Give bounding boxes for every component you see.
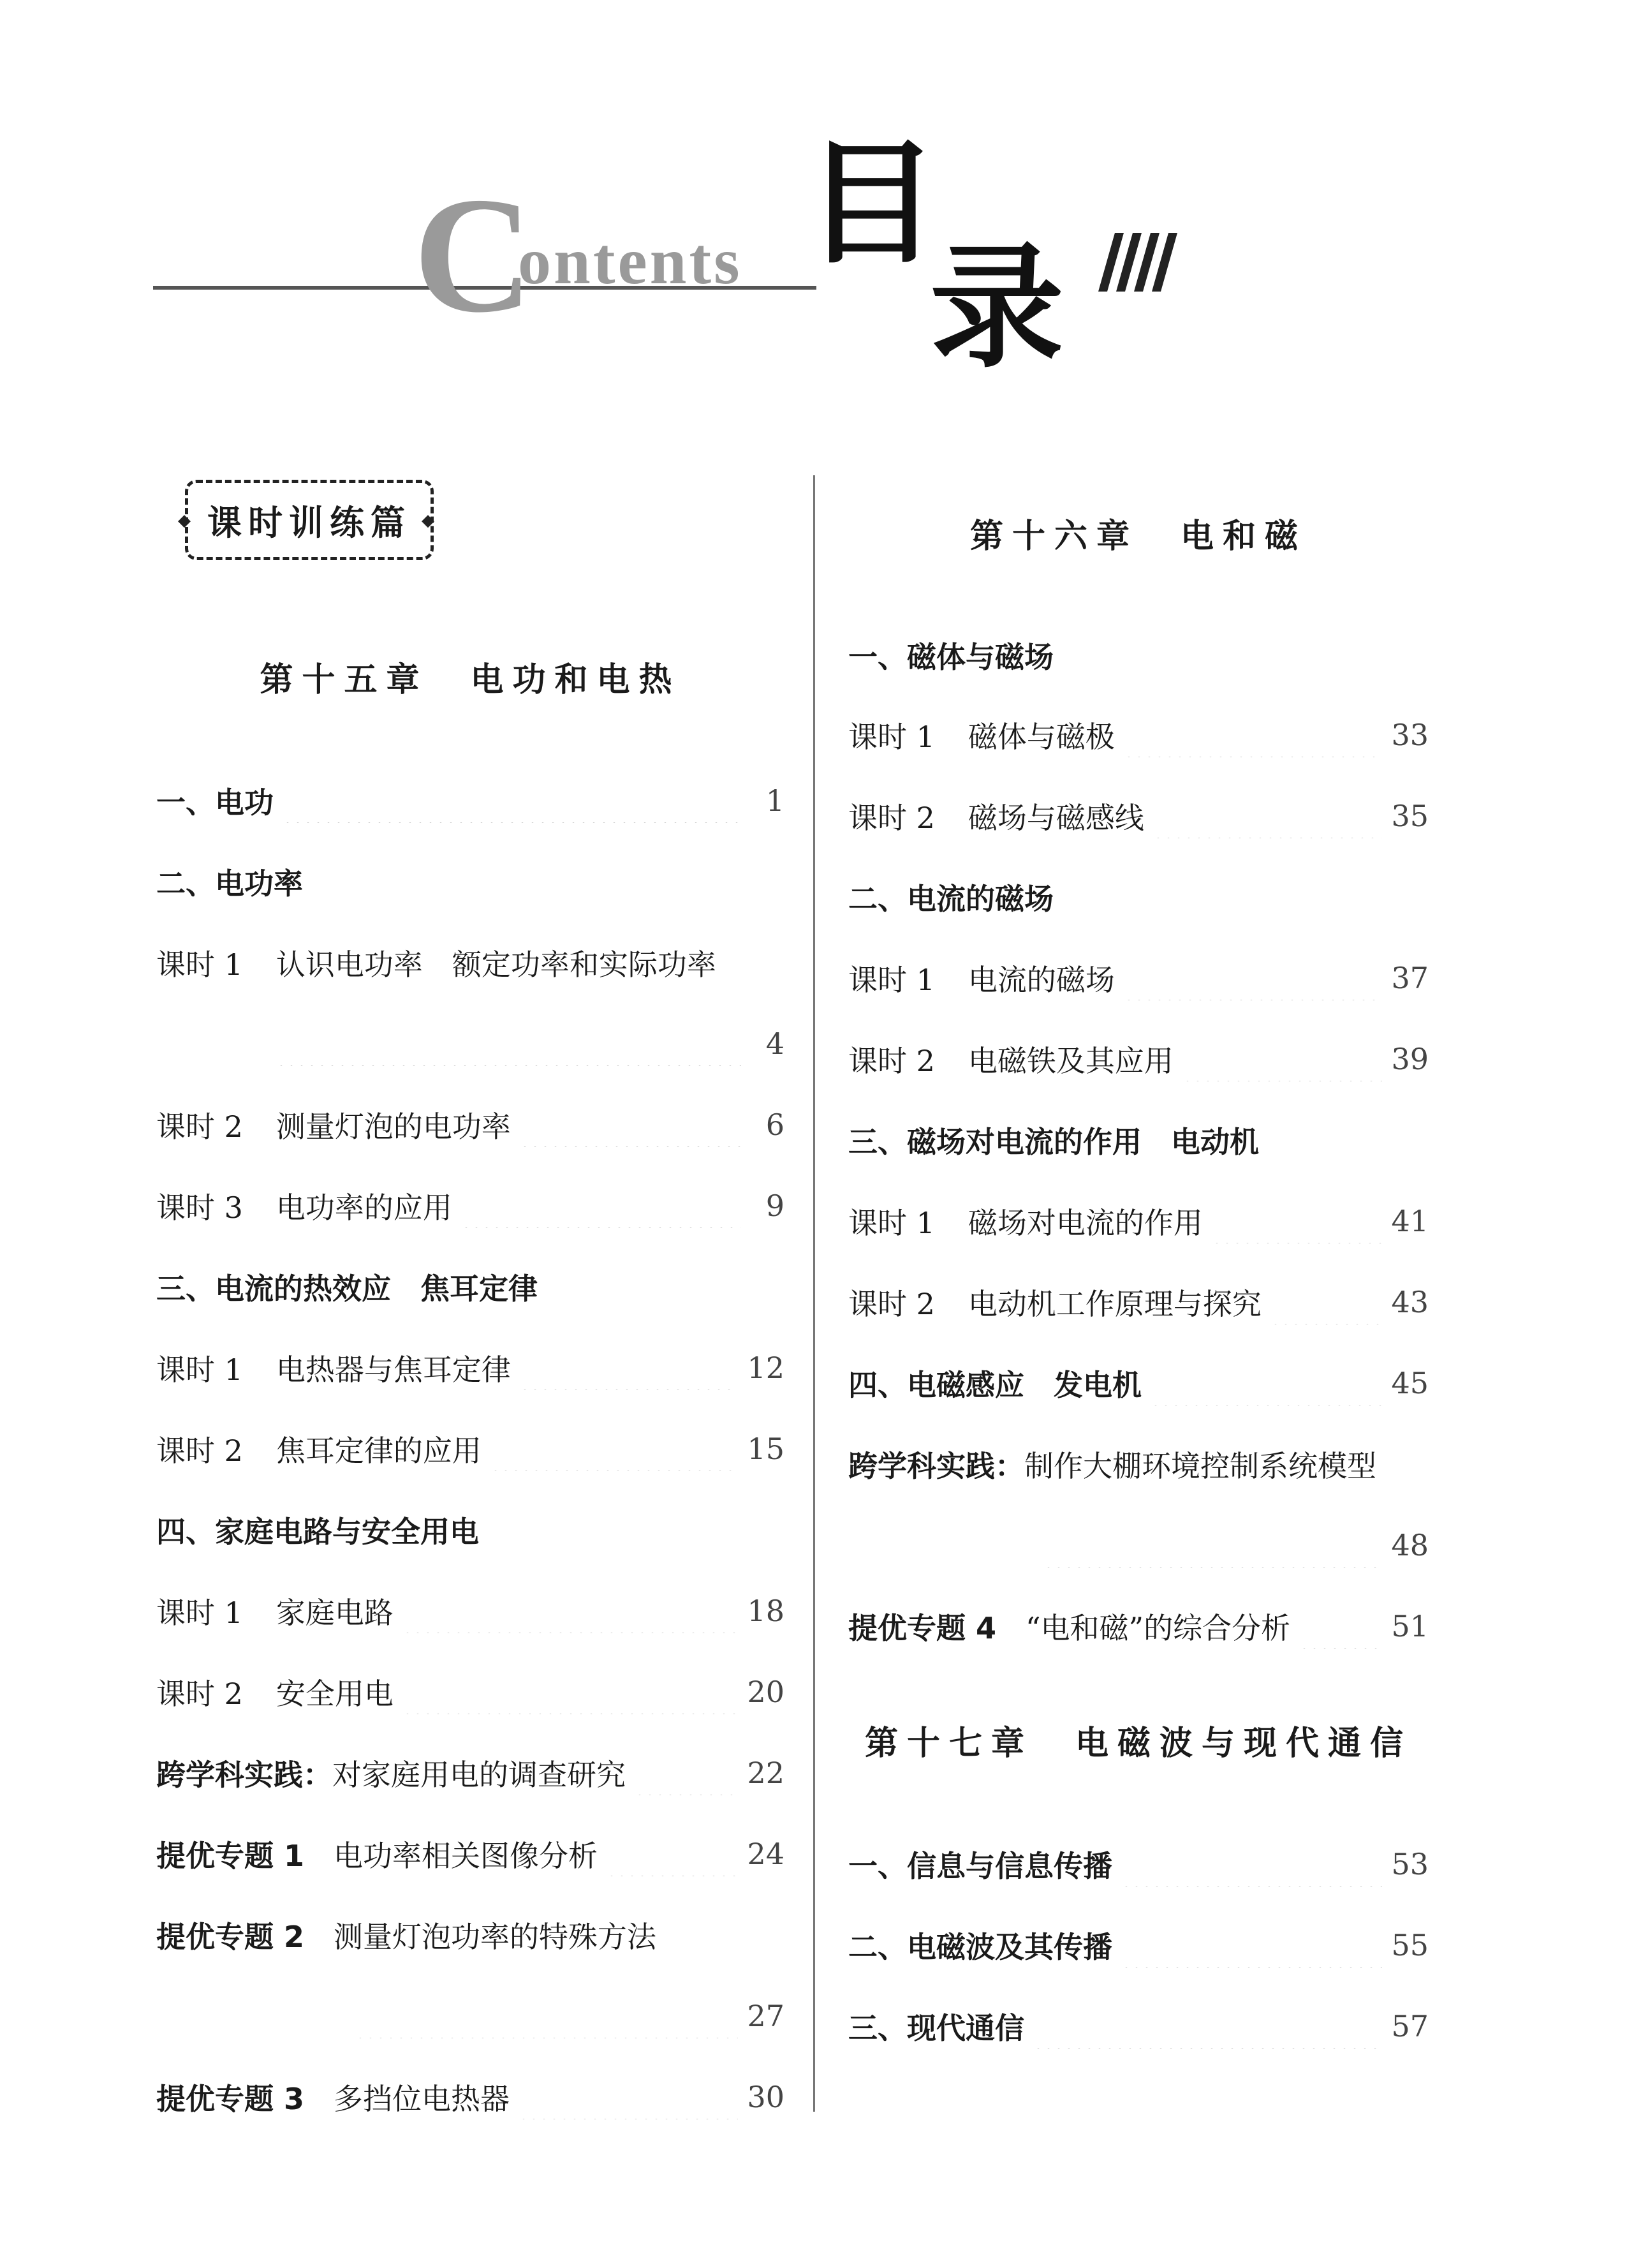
toc-entry[interactable] [156, 1832, 784, 1876]
lesson-number: 课时 1 [848, 720, 935, 754]
leader-dots [1299, 1604, 1382, 1649]
leader-dots [1153, 794, 1383, 838]
lesson-title: 测量灯泡的电功率 [276, 1109, 511, 1144]
header-english-rest: ontents [518, 225, 742, 298]
page-number: 55 [1391, 1928, 1429, 1962]
lesson-number: 课时 3 [156, 1190, 243, 1225]
page-number: 18 [747, 1594, 784, 1628]
topic-prefix: 提优专题 2 [156, 1920, 305, 1954]
header-slashes-decoration [1097, 233, 1186, 297]
chapter-name: 电功和电热 [470, 660, 681, 699]
chapter-number: 第十六章 [969, 517, 1138, 556]
toc-entry[interactable] [848, 1842, 1429, 1886]
leader-dots [1043, 1523, 1382, 1568]
section-heading: 三、电流的热效应 焦耳定律 [156, 1271, 538, 1306]
toc-entry[interactable] [848, 1037, 1429, 1081]
page-number: 41 [1391, 1204, 1429, 1238]
practice-title: 制作大棚环境控制系统模型 [1024, 1449, 1376, 1483]
practice-prefix: 跨学科实践： [848, 1449, 1024, 1483]
leader-dots [1121, 1923, 1382, 1968]
column-divider [813, 475, 815, 2112]
topic-title: 多挡位电热器 [334, 2082, 510, 2116]
page-number: 35 [1391, 799, 1429, 833]
lesson-number: 课时 2 [848, 801, 935, 835]
chapter-16-heading [848, 504, 1429, 561]
leader-dots [1151, 1361, 1382, 1405]
lesson-title: 电动机工作原理与探究 [968, 1287, 1262, 1321]
page-number: 22 [747, 1756, 784, 1790]
topic-title: 测量灯泡功率的特殊方法 [334, 1920, 657, 1954]
leader-dots [355, 1994, 738, 2038]
leader-dots [402, 1589, 739, 1633]
leader-dots [490, 1427, 739, 1471]
lesson-number: 课时 2 [848, 1287, 935, 1321]
lesson-number: 课时 2 [156, 1109, 243, 1144]
lesson-title: 磁场对电流的作用 [968, 1206, 1203, 1240]
toc-entry[interactable] [848, 1923, 1429, 1968]
lesson-number: 课时 1 [156, 1596, 243, 1630]
section-heading: 二、电流的磁场 [848, 882, 1054, 916]
header-chinese-char-2: 录 [930, 230, 1064, 386]
chapter-name: 电磁波与现代通信 [1075, 1724, 1413, 1763]
page-number: 27 [747, 1999, 784, 2033]
toc-entry-title-line[interactable] [156, 1913, 784, 1957]
leader-dots [520, 1345, 739, 1390]
toc-entry[interactable] [848, 1199, 1429, 1243]
page-number: 33 [1391, 718, 1429, 752]
section-heading: 二、电功率 [156, 866, 303, 901]
lesson-title: 安全用电 [276, 1677, 394, 1711]
toc-entry[interactable] [156, 778, 784, 823]
lesson-title: 电功率的应用 [276, 1190, 452, 1225]
page-number: 15 [747, 1432, 784, 1466]
page-number: 30 [747, 2080, 784, 2114]
leader-dots [607, 1832, 738, 1876]
toc-entry[interactable] [848, 794, 1429, 838]
leader-dots [461, 1183, 741, 1228]
page-number: 4 [765, 1027, 784, 1061]
leader-dots [1182, 1037, 1383, 1081]
lesson-title: 磁场与磁感线 [968, 801, 1144, 835]
topic-prefix: 提优专题 1 [156, 1839, 305, 1873]
leader-dots [1033, 2004, 1382, 2049]
toc-entry-page-line[interactable] [1043, 1523, 1429, 1568]
toc-entry[interactable] [848, 2004, 1429, 2049]
section-label: 三、现代通信 [848, 2011, 1024, 2045]
toc-entry[interactable] [156, 1345, 784, 1390]
header-english-initial: C [413, 163, 533, 347]
leader-dots [283, 778, 741, 823]
lesson-number: 课时 1 [156, 947, 243, 982]
page-number: 1 [765, 783, 784, 818]
lesson-title: 电流的磁场 [968, 963, 1115, 997]
topic-prefix: 提优专题 4 [848, 1611, 997, 1645]
page-number: 51 [1391, 1609, 1429, 1643]
leader-dots [635, 1751, 738, 1795]
page-number: 43 [1391, 1285, 1429, 1319]
chapter-15-heading [156, 648, 784, 705]
page-number: 24 [747, 1837, 784, 1871]
leader-dots [520, 1102, 741, 1147]
lesson-title: 认识电功率 额定功率和实际功率 [276, 947, 716, 982]
section-label: 一、信息与信息传播 [848, 1849, 1112, 1883]
section-heading: 一、磁体与磁场 [848, 640, 1054, 674]
topic-title: “电和磁”的综合分析 [1026, 1611, 1291, 1645]
page-number: 12 [747, 1351, 784, 1385]
page-number: 9 [765, 1189, 784, 1223]
toc-entry[interactable] [848, 956, 1429, 1000]
leader-dots [519, 2075, 738, 2119]
page-number: 53 [1391, 1847, 1429, 1881]
chapter-17-heading [848, 1711, 1429, 1768]
toc-entry-title-line[interactable] [848, 1442, 1429, 1486]
header-chinese-char-1: 目 [805, 126, 939, 282]
lesson-number: 课时 2 [156, 1434, 243, 1468]
page-number: 48 [1391, 1528, 1429, 1562]
toc-entry[interactable] [156, 1589, 784, 1633]
part-badge: ◆ 课时训练篇 ◆ [185, 480, 434, 560]
leader-dots [402, 1670, 739, 1714]
toc-entry[interactable] [848, 1361, 1429, 1405]
practice-title: 对家庭用电的调查研究 [332, 1758, 626, 1792]
toc-entry-page-line[interactable] [355, 1994, 784, 2038]
toc-entry[interactable] [848, 1604, 1429, 1649]
contents-header [0, 0, 1627, 396]
page-number: 57 [1391, 2009, 1429, 2043]
topic-prefix: 提优专题 3 [156, 2082, 305, 2116]
toc-entry-page-line[interactable] [276, 1021, 784, 1066]
section-heading: 四、家庭电路与安全用电 [156, 1515, 479, 1549]
lesson-title: 家庭电路 [276, 1596, 394, 1630]
lesson-number: 课时 1 [848, 963, 935, 997]
leader-dots [1212, 1199, 1383, 1243]
practice-prefix: 跨学科实践： [156, 1758, 332, 1792]
section-label: 四、电磁感应 发电机 [848, 1368, 1142, 1402]
leader-dots [1124, 956, 1383, 1000]
leader-dots [1270, 1280, 1383, 1324]
chapter-name: 电和磁 [1181, 517, 1307, 556]
toc-entry[interactable] [156, 1670, 784, 1714]
page-number: 20 [747, 1675, 784, 1709]
lesson-title: 磁体与磁极 [968, 720, 1115, 754]
lesson-number: 课时 1 [156, 1353, 243, 1387]
lesson-title: 电热器与焦耳定律 [276, 1353, 511, 1387]
lesson-number: 课时 1 [848, 1206, 935, 1240]
toc-entry[interactable] [156, 1183, 784, 1228]
lesson-number: 课时 2 [156, 1677, 243, 1711]
chapter-number: 第十七章 [864, 1724, 1033, 1763]
toc-entry[interactable] [156, 2075, 784, 2119]
section-heading: 三、磁场对电流的作用 电动机 [848, 1125, 1259, 1159]
page-number: 39 [1391, 1042, 1429, 1076]
leader-dots [276, 1021, 741, 1066]
leader-dots [1124, 713, 1383, 757]
leader-dots [1121, 1842, 1382, 1886]
toc-entry[interactable] [848, 1280, 1429, 1324]
toc-entry[interactable] [848, 713, 1429, 757]
page-number: 6 [765, 1108, 784, 1142]
toc-entry[interactable] [156, 1751, 784, 1795]
section-label: 一、电功 [156, 785, 274, 820]
lesson-title: 电磁铁及其应用 [968, 1044, 1174, 1078]
toc-entry-title-line[interactable] [156, 940, 784, 985]
section-label: 二、电磁波及其传播 [848, 1930, 1112, 1964]
page-number: 45 [1391, 1366, 1429, 1400]
topic-title: 电功率相关图像分析 [334, 1839, 598, 1873]
lesson-title: 焦耳定律的应用 [276, 1434, 482, 1468]
toc-entry[interactable] [156, 1102, 784, 1147]
toc-entry[interactable] [156, 1427, 784, 1471]
lesson-number: 课时 2 [848, 1044, 935, 1078]
page-number: 37 [1391, 961, 1429, 995]
chapter-number: 第十五章 [260, 660, 429, 699]
